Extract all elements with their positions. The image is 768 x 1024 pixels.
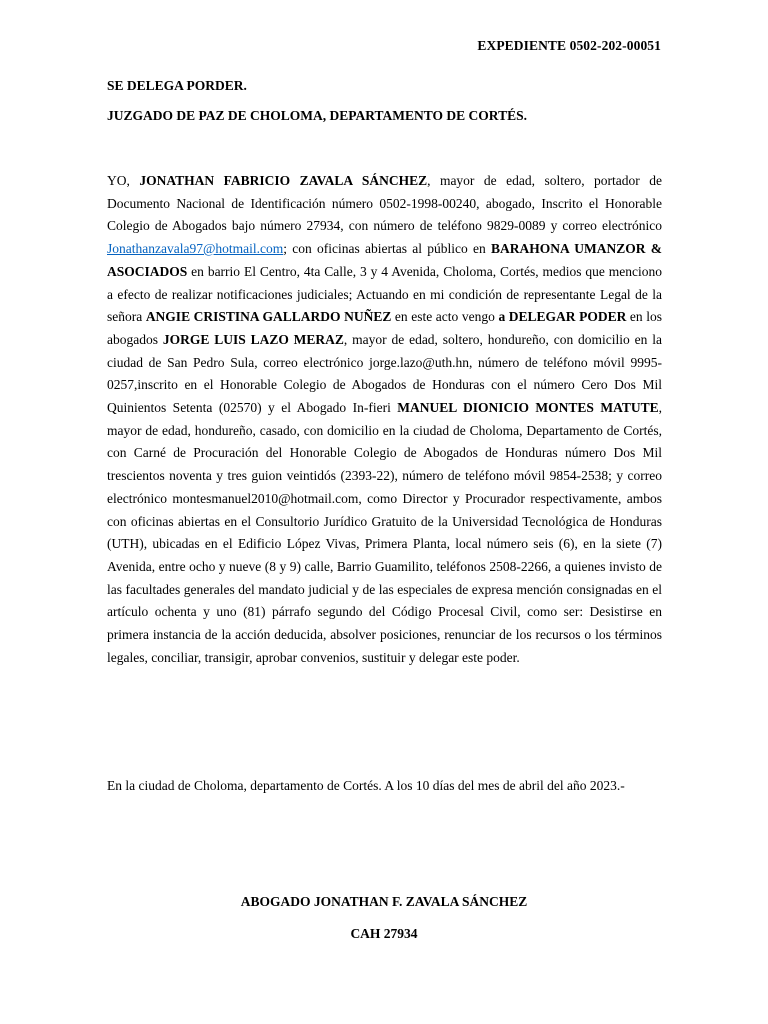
body-text-segment: en los abogados bbox=[107, 309, 663, 347]
document-title: SE DELEGA PORDER. bbox=[107, 78, 247, 93]
body-paragraph bbox=[107, 170, 662, 669]
body-text-segment: , mayor de edad, soltero, hondureño, con domicilio en la ciudad de San Pedro Sula, correo electrónico jorge.lazo@uth.hn, número de teléfono móvil 9995-0257,inscrito en el Honorable Colegio de Abogados de Honduras con el número Cero Dos Mil Quinientos Setenta (02570) y el Abogado In-fieri bbox=[107, 331, 662, 416]
body-text-segment: YO, bbox=[107, 173, 140, 188]
attorney-name: JORGE LUIS LAZO MERAZ bbox=[162, 331, 344, 347]
signer-cah: CAH 27934 bbox=[350, 926, 418, 941]
client-name: ANGIE CRISTINA GALLARDO NUÑEZ bbox=[145, 309, 392, 325]
closing-paragraph: En la ciudad de Choloma, departamento de Cortés. A los 10 días del mes de abril del año 2023.- bbox=[107, 778, 625, 793]
case-number: EXPEDIENTE 0502-202-00051 bbox=[477, 38, 661, 53]
body-text-segment: , mayor de edad, soltero, portador de Documento Nacional de Identificación número 0502-1998-00240, abogado, Inscrito el Honorable Colegio de Abogados bajo número 27934, con número de teléfono 9829-0089 y correo electrónico bbox=[107, 173, 663, 234]
body-text-segment: en barrio El Centro, 4ta Calle, 3 y 4 Avenida, Choloma, Cortés, medios que menciono a efecto de realizar notificaciones judiciales; Actuando en mi condición de representante Legal de la señora bbox=[107, 263, 662, 325]
court-heading: JUZGADO DE PAZ DE CHOLOMA, DEPARTAMENTO DE CORTÉS. bbox=[107, 108, 527, 123]
signer-name: ABOGADO JONATHAN F. ZAVALA SÁNCHEZ bbox=[240, 894, 528, 909]
email-link[interactable]: Jonathanzavala97@hotmail.com bbox=[107, 241, 284, 257]
attorney-infieri-name: MANUEL DIONICIO MONTES MATUTE bbox=[397, 400, 659, 416]
delegation-phrase: a DELEGAR PODER bbox=[498, 309, 627, 325]
body-text-segment: ; con oficinas abiertas al público en bbox=[283, 241, 491, 257]
body-text-segment: en este acto vengo bbox=[391, 309, 499, 325]
body-text-segment: , mayor de edad, hondureño, casado, con domicilio en la ciudad de Choloma, Departamento de Cortés, con Carné de Procuración del Honorable Colegio de Abogados de Honduras número Dos Mil trescientos noventa y tres guion veintidós (2393-22), número de teléfono móvil 9854-2538; y correo electrónico montesmanuel2010@hotmail.com, como Director y Procurador respectivamente, ambos con oficinas abiertas en el Consultorio Jurídico Gratuito de la Universidad Tecnológica de Honduras (UTH), ubicadas en el Edificio López Vivas, Primera Planta, local número seis (6), en la siete (7) Avenida, entre ocho y nueve (8 y 9) calle, Barrio Guamilito, teléfonos 2508-2266, a quienes invisto de las facultades generales del mandato judicial y de las especiales de expresa mención consignadas en el artículo ochenta y uno (81) párrafo segundo del Código Procesal Civil, como ser: Desistirse en primera instancia de la acción deducida, absolver posiciones, renunciar de los recursos o los términos legales, conciliar, transigir, aprobar convenios, sustituir y delegar este poder. bbox=[107, 400, 662, 665]
firm-name: BARAHONA UMANZOR & ASOCIADOS bbox=[107, 241, 662, 279]
grantor-name: JONATHAN FABRICIO ZAVALA SÁNCHEZ bbox=[139, 173, 428, 188]
